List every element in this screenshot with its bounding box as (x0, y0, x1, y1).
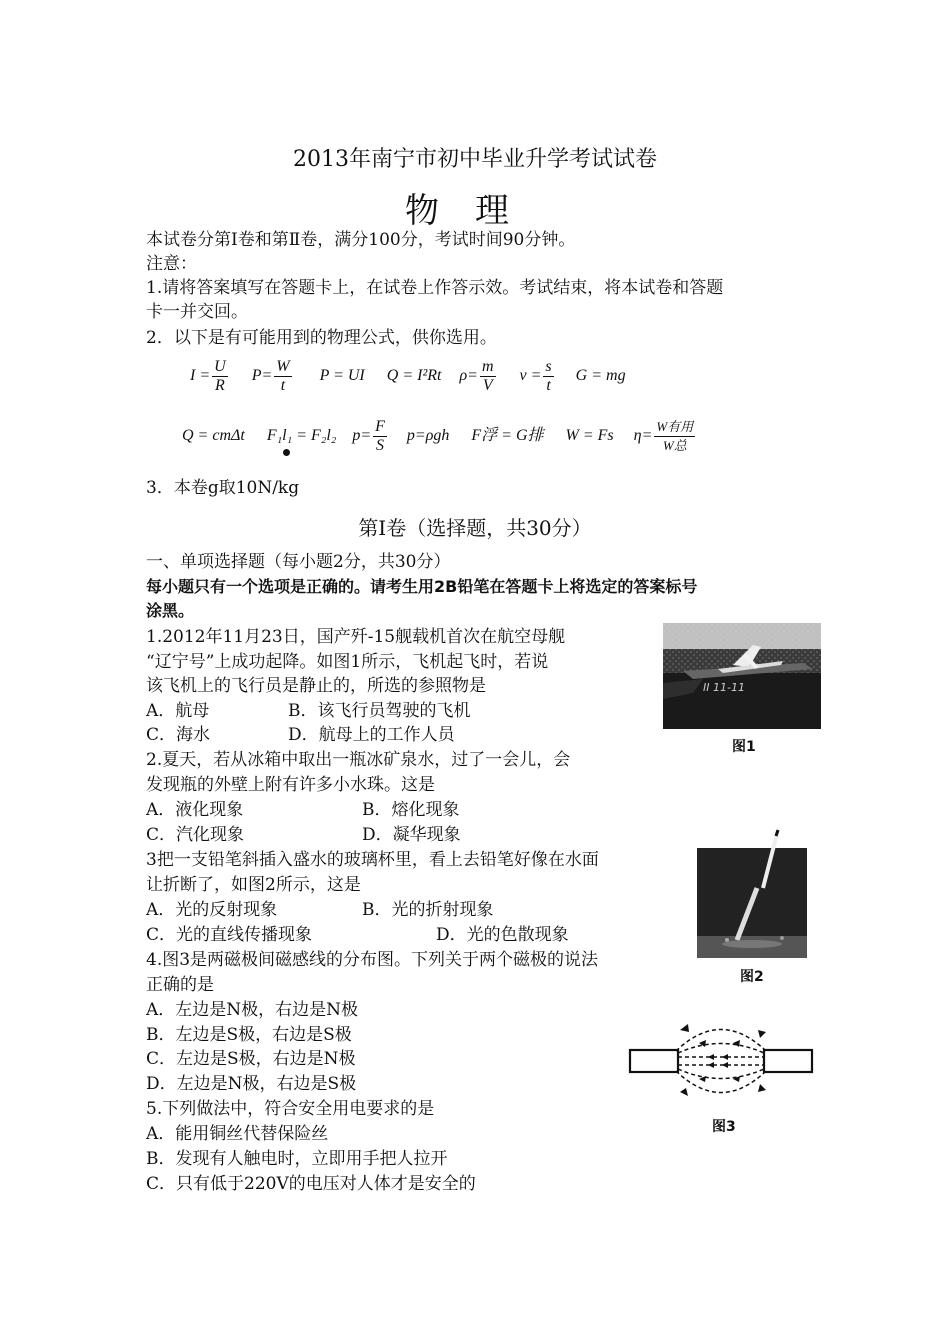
q4-stem-2: 正确的是 (146, 975, 214, 995)
note-1b: 卡一并交回。 (146, 302, 248, 322)
notice-label: 注意： (146, 254, 197, 274)
formula-row-1: I = $\frac{U}{R}$ P= $\frac{W}{t}$ P = UI Q = I²Rt ρ= $\frac{m}{V}$ v = $\frac{s}{t}$ G = mg (190, 358, 626, 394)
q3-option-d: D．光的色散现象 (436, 925, 569, 945)
note-3: 3．本卷g取10N/kg (146, 478, 300, 498)
q3-stem-2: 让折断了，如图2所示，这是 (146, 875, 361, 895)
q4-stem-1: 4.图3是两磁极间磁感线的分布图。下列关于两个磁极的说法 (146, 950, 599, 970)
q1-stem-2: “辽宁号”上成功起降。如图1所示，飞机起飞时，若说 (146, 652, 549, 672)
intro-line: 本试卷分第Ⅰ卷和第Ⅱ卷，满分100分，考试时间90分钟。 (146, 230, 576, 250)
svg-text:II 11-11: II 11-11 (703, 681, 745, 694)
instruction-line-1: 每小题只有一个选项是正确的。请考生用2B铅笔在答题卡上将选定的答案标号 (146, 577, 698, 596)
q3-option-b: B．光的折射现象 (362, 900, 494, 920)
section-heading: 一、单项选择题（每小题2分，共30分） (146, 552, 451, 572)
q2-option-d: D．凝华现象 (362, 825, 461, 845)
q1-option-a: A．航母 (146, 701, 210, 721)
figure-3-diagram (628, 1012, 814, 1112)
q4-option-a: A．左边是N极，右边是N极 (146, 1000, 359, 1020)
q2-stem-1: 2.夏天，若从冰箱中取出一瓶冰矿泉水，过了一会儿，会 (146, 750, 571, 770)
formula-row-2: Q = cmΔt F₁l₁ = F₂l₂ p= $\frac{F}{S}$ p=ρgh F浮 = G排 W = Fs η= $\frac{\text{W有用}}{\text{W总}}$ (182, 418, 694, 454)
q1-stem-1: 1.2012年11月23日，国产歼-15舰载机首次在航空母舰 (146, 627, 566, 647)
figure-3-label: 图3 (712, 1119, 736, 1135)
q1-stem-3: 该飞机上的飞行员是静止的，所选的参照物是 (146, 676, 486, 696)
exam-title: 2013年南宁市初中毕业升学考试试卷 (293, 147, 657, 172)
q3-stem-1: 3把一支铅笔斜插入盛水的玻璃杯里，看上去铅笔好像在水面 (146, 850, 599, 870)
section-title: 第Ⅰ卷（选择题，共30分） (358, 516, 592, 540)
q4-option-c: C．左边是S极，右边是N极 (146, 1049, 356, 1069)
figure-1-photo (663, 623, 821, 729)
q2-option-a: A．液化现象 (146, 800, 244, 820)
q3-option-a: A．光的反射现象 (146, 900, 278, 920)
q3-option-c: C．光的直线传播现象 (146, 925, 313, 945)
dot-mark (283, 449, 290, 456)
q2-option-c: C．汽化现象 (146, 825, 245, 845)
q1-option-b: B．该飞行员驾驶的飞机 (288, 701, 471, 721)
q5-stem-1: 5.下列做法中，符合安全用电要求的是 (146, 1099, 435, 1119)
q5-option-a: A．能用铜丝代替保险丝 (146, 1124, 329, 1144)
subject-title: 物理 (405, 191, 545, 231)
instruction-line-2: 涂黑。 (146, 601, 195, 620)
note-1a: 1.请将答案填写在答题卡上，在试卷上作答示效。考试结束，将本试卷和答题 (146, 278, 724, 298)
figure-2-photo (697, 828, 807, 958)
q4-option-b: B．左边是S极，右边是S极 (146, 1025, 352, 1045)
q1-option-d: D．航母上的工作人员 (288, 725, 455, 745)
q1-option-c: C．海水 (146, 725, 211, 745)
note-2: 2．以下是有可能用到的物理公式，供你选用。 (146, 328, 497, 348)
q2-stem-2: 发现瓶的外壁上附有许多小水珠。这是 (146, 775, 435, 795)
q4-option-d: D．左边是N极，右边是S极 (146, 1074, 357, 1094)
q2-option-b: B．熔化现象 (362, 800, 460, 820)
figure-1-label: 图1 (732, 739, 756, 755)
figure-2-label: 图2 (740, 969, 764, 985)
q5-option-c: C．只有低于220V的电压对人体才是安全的 (146, 1174, 476, 1194)
q5-option-b: B．发现有人触电时，立即用手把人拉开 (146, 1149, 448, 1169)
